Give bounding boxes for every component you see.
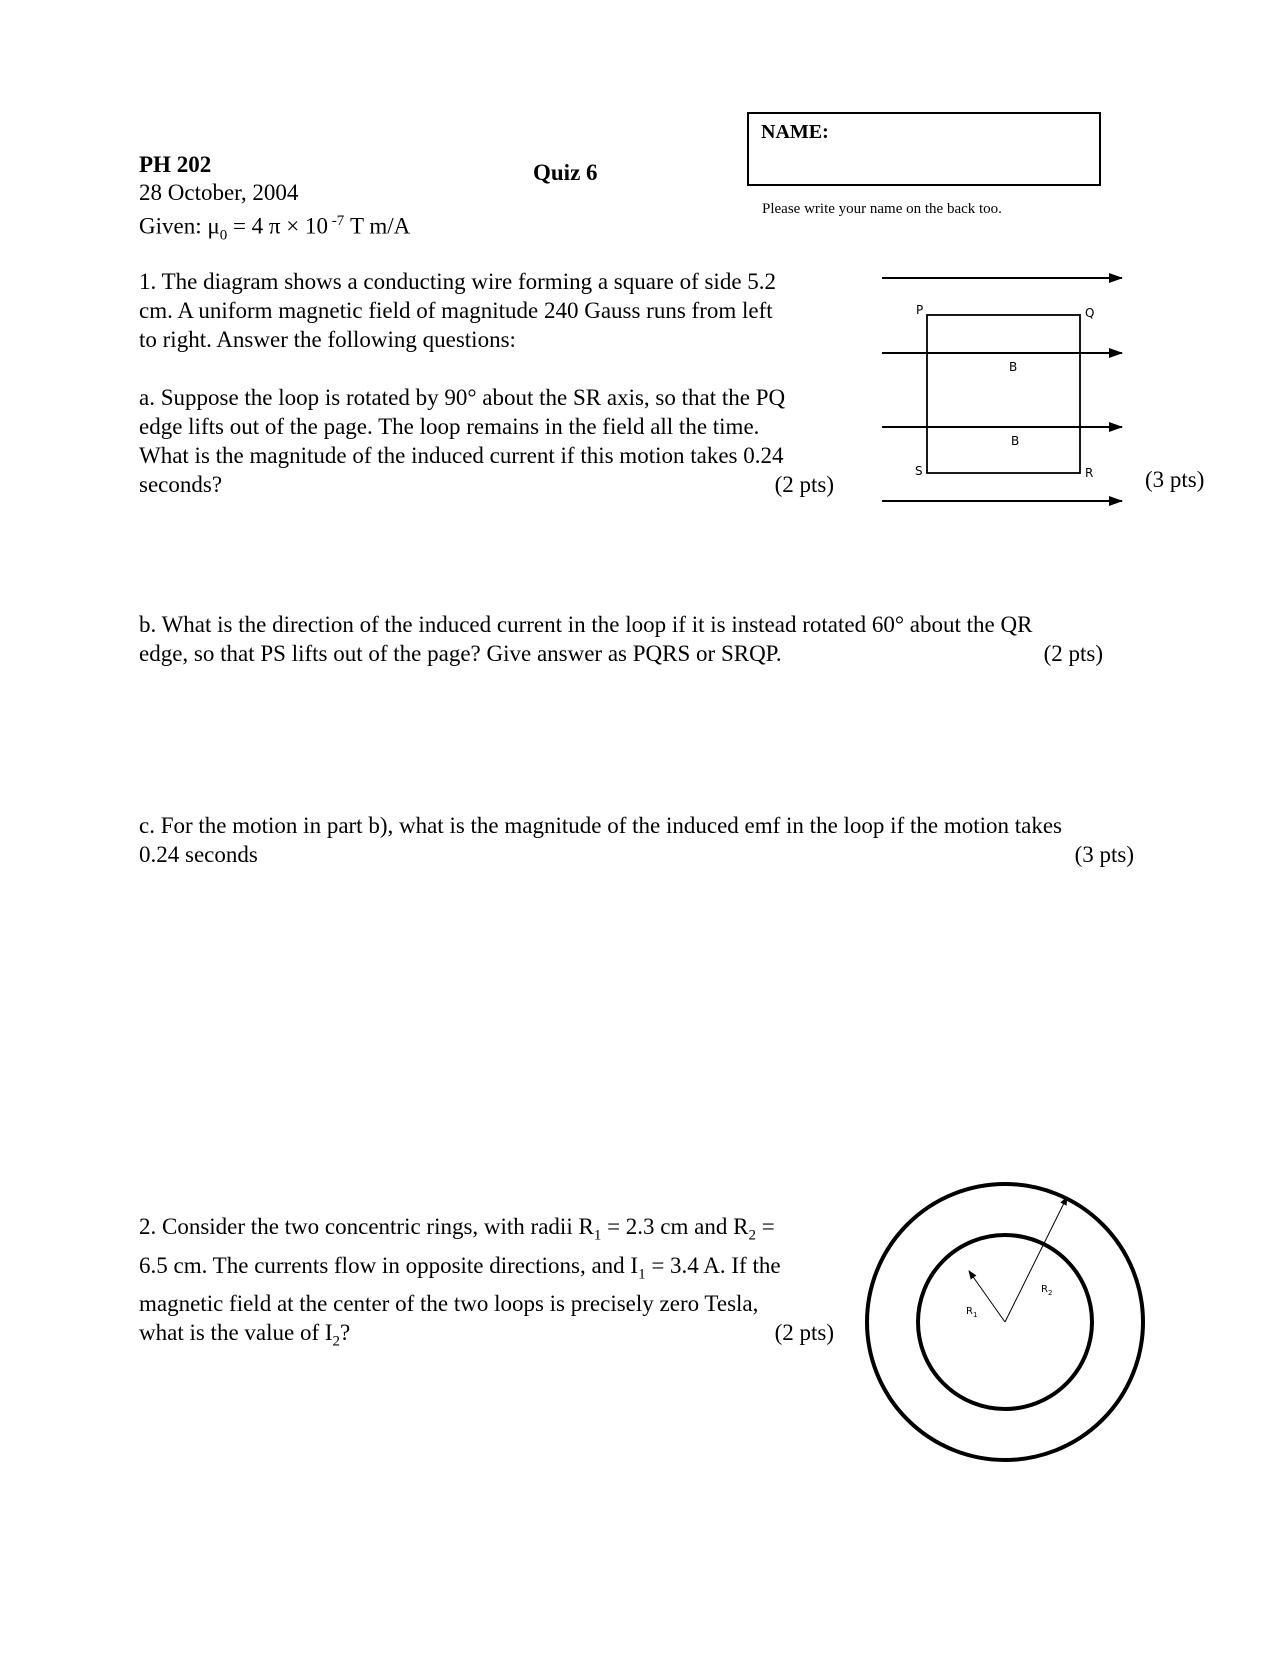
- course-code: PH 202: [139, 152, 212, 177]
- q2-text-run: = 2.3 cm and R: [601, 1214, 749, 1239]
- q1c-line: c. For the motion in part b), what is the magnitude of the induced emf in the loop if the motion takes: [139, 813, 1062, 838]
- q1a-line: edge lifts out of the page. The loop remains in the field all the time.: [139, 414, 760, 439]
- q2-text: [139, 1212, 834, 1357]
- q1b-line: b. What is the direction of the induced current in the loop if it is instead rotated 60° about the QR: [139, 612, 1033, 637]
- q1a-line: What is the magnitude of the induced current if this motion takes 0.24: [139, 443, 784, 468]
- field-b-label: B: [1009, 360, 1018, 374]
- q2-text-run: = 3.4 A. If the: [645, 1252, 781, 1278]
- q2-text-run: =: [755, 1214, 775, 1239]
- q1-intro: [139, 267, 776, 354]
- given-value: = 4 π × 10: [227, 213, 329, 239]
- q1-intro-line: 1. The diagram shows a conducting wire forming a square of side 5.2: [139, 269, 777, 294]
- r2-label: [1041, 1284, 1052, 1297]
- q1a-line: [139, 470, 834, 499]
- r1-label: [966, 1306, 977, 1319]
- q2-subscript: 2: [332, 1333, 341, 1350]
- q1c-line: [139, 840, 1134, 869]
- q1c-text: [139, 811, 1134, 869]
- q1a-text: [139, 383, 834, 499]
- q1c-line: 0.24 seconds: [139, 842, 258, 867]
- q1c-points: (3 pts): [1074, 842, 1134, 867]
- name-label: NAME:: [761, 121, 829, 143]
- q2-subscript: 1: [593, 1227, 602, 1244]
- q1b-line: [139, 639, 1103, 668]
- corner-q-label: Q: [1085, 306, 1095, 320]
- q1b-line: edge, so that PS lifts out of the page? Give answer as PQRS or SRQP.: [139, 641, 782, 666]
- concentric-rings-diagram: [860, 1175, 1160, 1475]
- given-exponent: -7: [328, 213, 345, 229]
- given-prefix: Given:: [139, 213, 208, 239]
- q2-line: magnetic field at the center of the two loops is precisely zero Tesla,: [139, 1291, 759, 1317]
- mu-subscript: 0: [219, 227, 228, 244]
- r1-label-text: R: [966, 1306, 973, 1317]
- q2-text-run: 2. Consider the two concentric rings, with radii R: [139, 1214, 594, 1239]
- q1a-line: seconds?: [139, 472, 223, 497]
- given-units: T m/A: [344, 213, 411, 239]
- r1-label-sub: 1: [972, 1311, 978, 1319]
- name-note: Please write your name on the back too.: [762, 201, 1002, 217]
- q1a-points: (2 pts): [774, 472, 834, 497]
- r2-label-text: R: [1041, 1284, 1048, 1295]
- q2-line: [139, 1318, 834, 1357]
- q2-subscript: 1: [638, 1266, 646, 1283]
- q2-text-run: ?: [340, 1320, 351, 1346]
- loop-field-diagram: [870, 255, 1140, 525]
- q2-points: (2 pts): [774, 1320, 834, 1346]
- corner-r-label: R: [1085, 466, 1094, 480]
- corner-p-label: P: [916, 303, 924, 317]
- q2-text-run: 6.5 cm. The currents flow in opposite directions, and I: [139, 1252, 639, 1278]
- quiz-date: 28 October, 2004: [139, 180, 299, 205]
- q2-text-run: what is the value of I: [139, 1320, 333, 1346]
- q1-intro-line: cm. A uniform magnetic field of magnitude 240 Gauss runs from left: [139, 298, 773, 323]
- given-constant: [139, 207, 410, 250]
- q1b-text: [139, 610, 1103, 668]
- quiz-title: Quiz 6: [533, 160, 598, 185]
- corner-s-label: S: [915, 464, 923, 478]
- q1-intro-line: to right. Answer the following questions:: [139, 327, 516, 352]
- q1a-line: a. Suppose the loop is rotated by 90° about the SR axis, so that the PQ: [139, 385, 786, 410]
- q1-diagram-points: (3 pts): [1145, 467, 1205, 492]
- r2-label-sub: 2: [1047, 1289, 1053, 1297]
- radius-r2-line: [1005, 1197, 1067, 1322]
- q2-subscript: 2: [748, 1227, 756, 1244]
- q1b-points: (2 pts): [1043, 641, 1103, 666]
- q2-line: [139, 1212, 834, 1251]
- mu-symbol: μ: [207, 213, 220, 239]
- field-b-label: B: [1011, 434, 1020, 448]
- square-loop: [927, 315, 1080, 473]
- q2-line: [139, 1251, 834, 1290]
